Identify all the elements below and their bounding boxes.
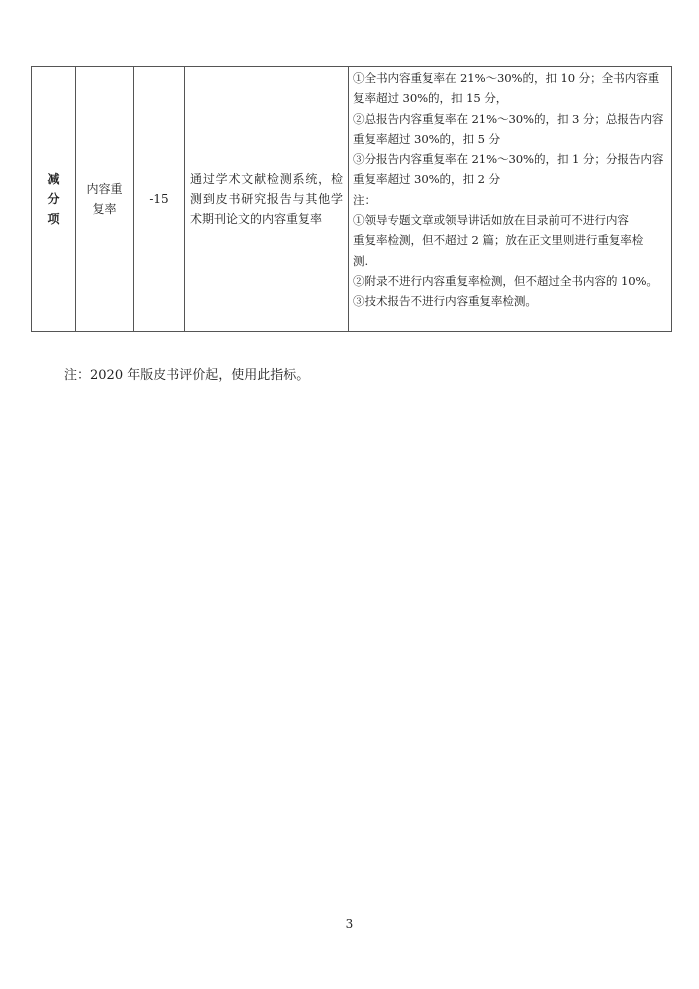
- rule-line: ②附录不进行内容重复率检测，但不超过全书内容的 10%。: [353, 273, 658, 288]
- rules-cell: [349, 67, 672, 332]
- rule-line: ③分报告内容重复率在 21%～30%的，扣 1 分；分报告内容: [353, 152, 664, 167]
- rule-line: 测.: [353, 253, 369, 268]
- rule-line: 重复率超过 30%的，扣 5 分: [353, 131, 500, 146]
- page-number: 3: [345, 917, 354, 931]
- rule-line: 重复率检测，但不超过 2 篇；放在正文里则进行重复率检: [353, 233, 644, 248]
- item-line: 内容重: [86, 182, 123, 196]
- item-line: 复率: [92, 202, 117, 216]
- rule-line: 注：: [353, 192, 376, 207]
- category-char: 减: [47, 172, 60, 186]
- item-cell: [76, 67, 134, 332]
- rule-line: ①领导专题文章或领导讲话如放在目录前可不进行内容: [353, 213, 629, 228]
- rule-line: ③技术报告不进行内容重复率检测。: [353, 294, 537, 309]
- rule-line: ②总报告内容重复率在 21%～30%的，扣 3 分；总报告内容: [353, 111, 664, 126]
- footnote: 注：2020 年版皮书评价起，使用此指标。: [64, 368, 310, 383]
- category-cell: [32, 67, 76, 332]
- category-char: 分: [47, 192, 60, 206]
- score-cell: -15: [134, 67, 185, 332]
- method-cell: 通过学术文献检测系统，检测到皮书研究报告与其他学术期刊论文的内容重复率: [185, 67, 349, 332]
- rule-line: 重复率超过 30%的，扣 2 分: [353, 172, 500, 187]
- table-row: [32, 67, 672, 332]
- indicator-table: [31, 66, 672, 332]
- rule-line: ①全书内容重复率在 21%～30%的，扣 10 分；全书内容重: [353, 71, 660, 85]
- category-char: 项: [47, 212, 60, 226]
- rule-line: 复率超过 30%的，扣 15 分，: [353, 91, 508, 106]
